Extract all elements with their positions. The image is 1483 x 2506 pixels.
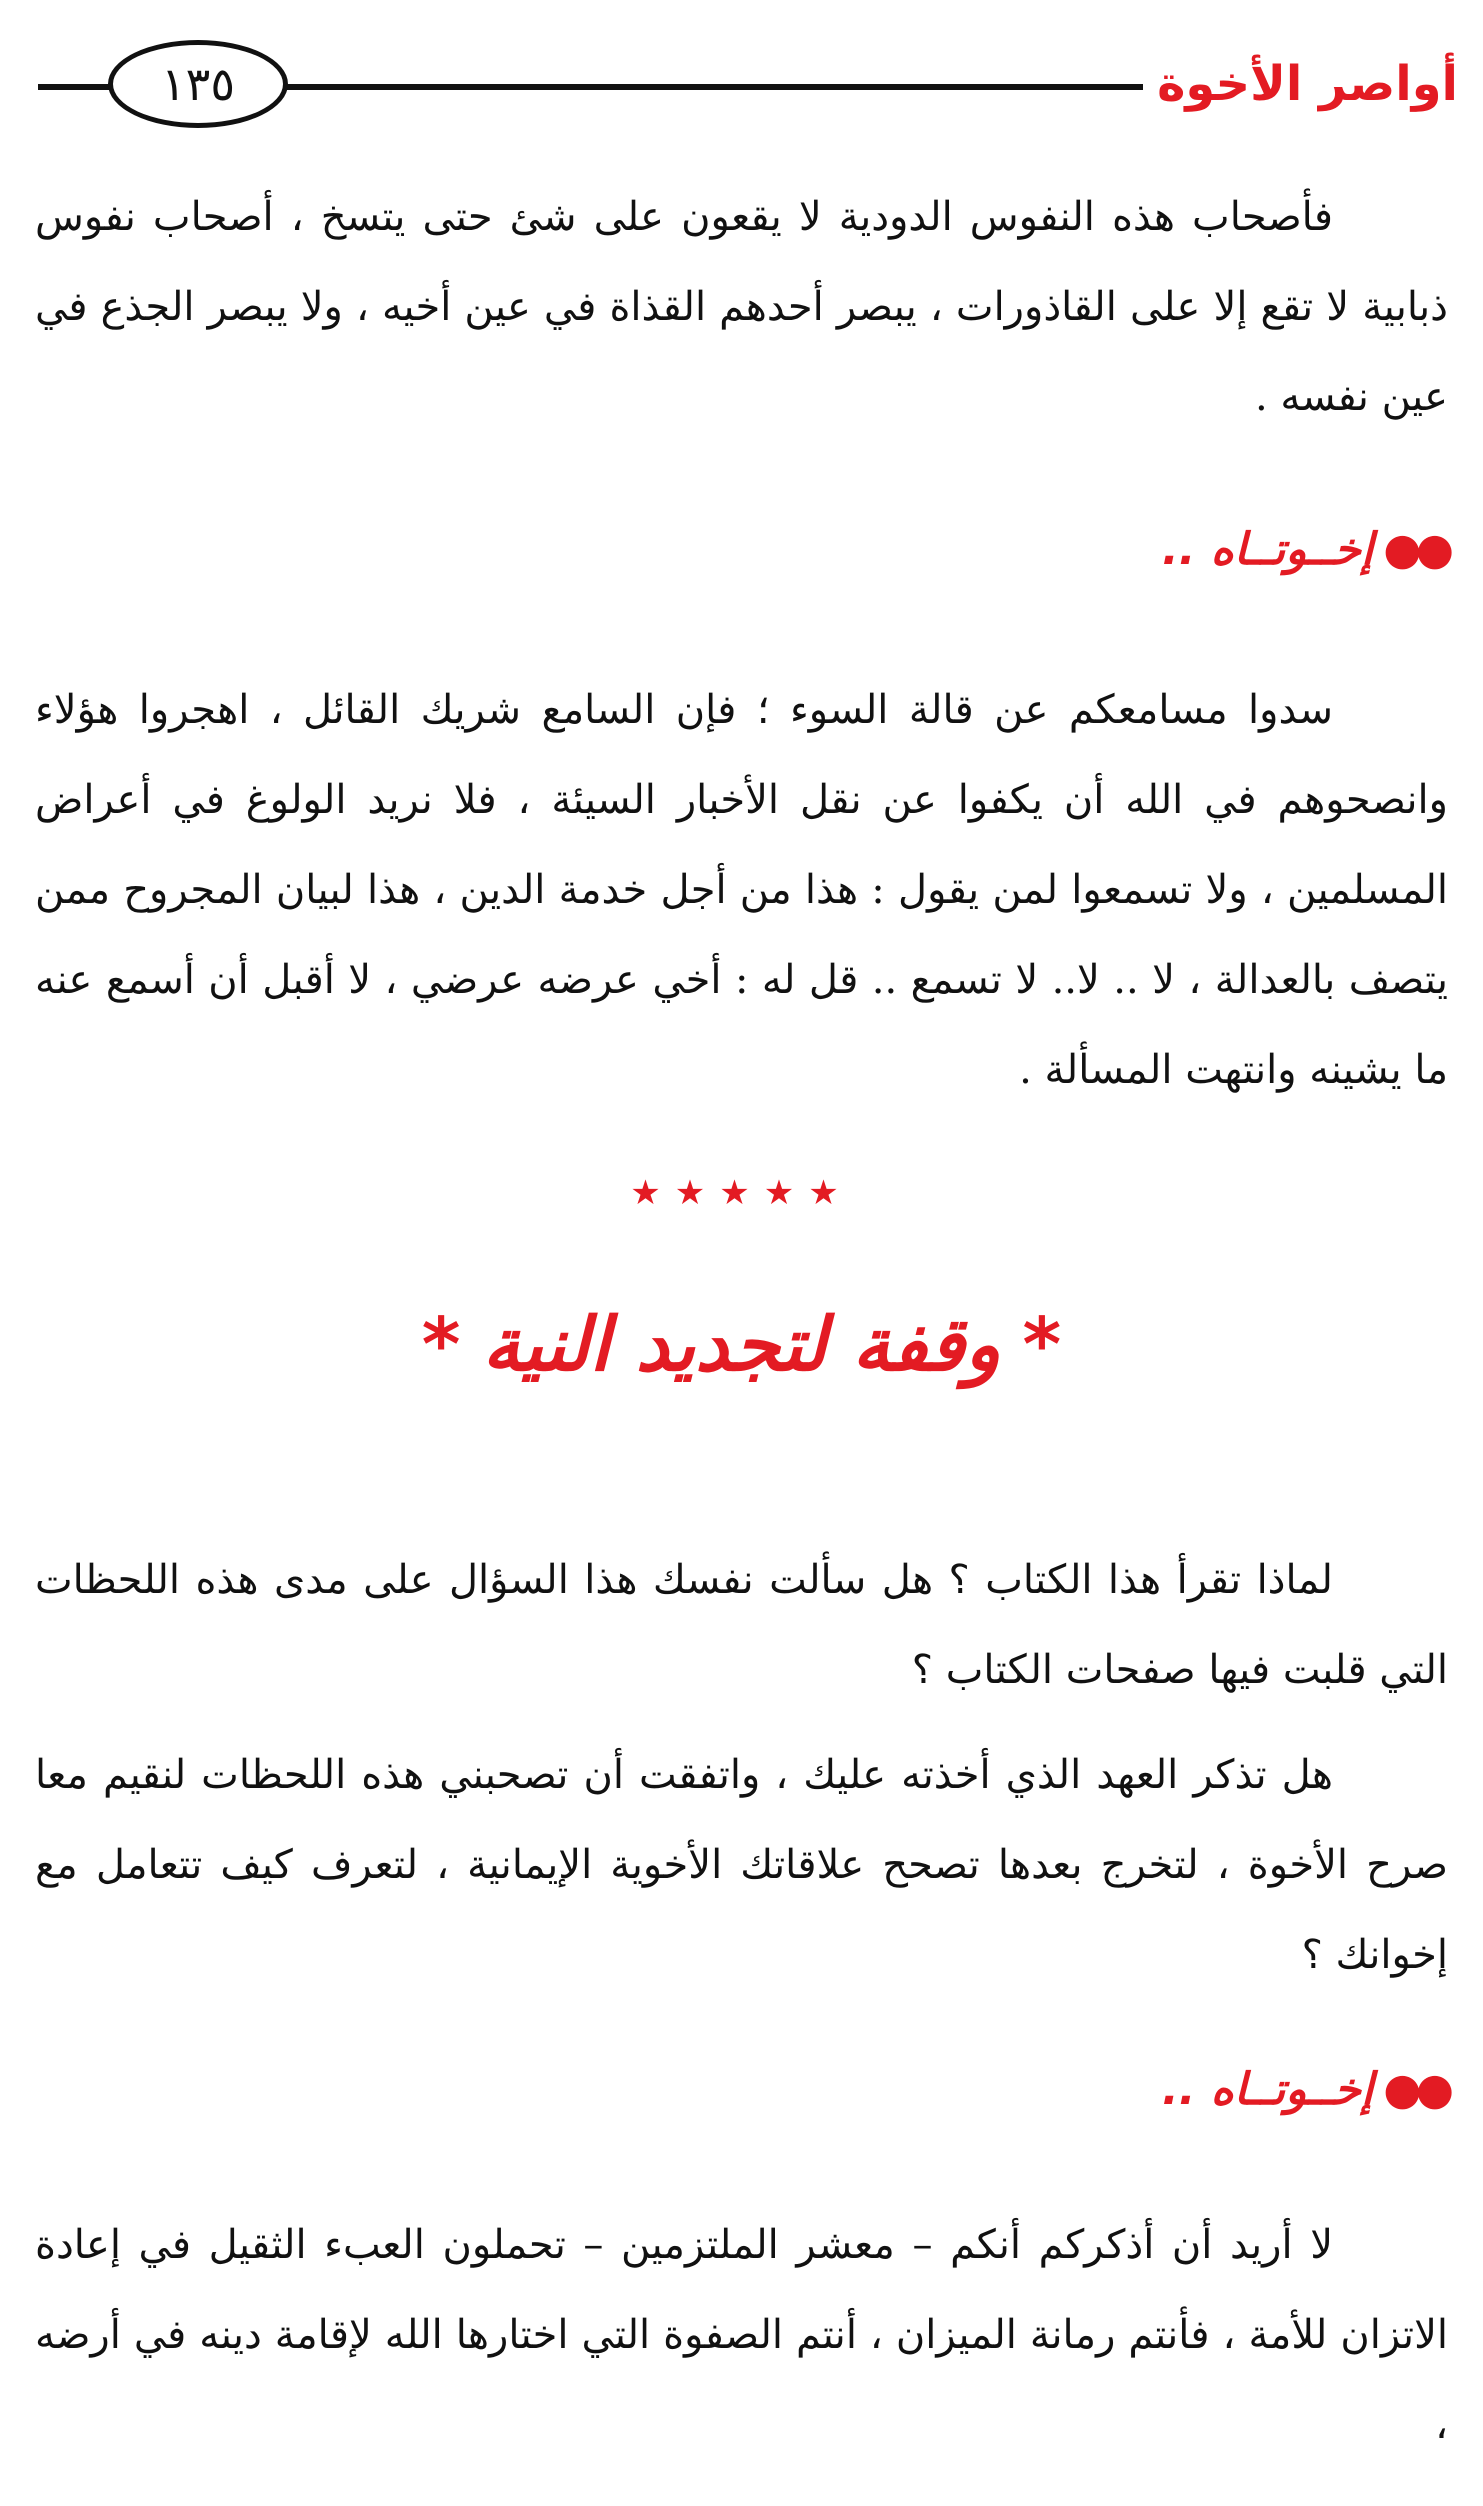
paragraph-1-text: فأصحاب هذه النفوس الدودية لا يقعون على شئ حتى يتسخ ، أصحاب نفوس ذبابية لا تقع إلا على القاذورات ، يبصر أحدهم القذاة في عين أخيه ، ولا يبصر الجذع في عين نفسه . — [35, 194, 1448, 420]
subhead-1-text: إخــوتــاه .. — [1162, 524, 1374, 575]
paragraph-4-text: هل تذكر العهد الذي أخذته عليك ، واتفقت أن تصحبني هذه اللحظات لنقيم معا صرح الأخوة ، لتخرج بعدها تصحح علاقاتك الأخوية الإيمانية ، لتعرف كيف تتعامل مع إخوانك ؟ — [35, 1752, 1448, 1978]
page-number: ١٣٥ — [108, 40, 288, 128]
asterisk-icon-left: * — [421, 1302, 461, 1388]
subhead-2-text: إخــوتــاه .. — [1162, 2064, 1374, 2115]
subhead-2 — [1162, 2050, 1448, 2130]
subhead-1 — [1162, 510, 1448, 590]
bullet-dots-icon: ●● — [1383, 2064, 1448, 2115]
paragraph-5-text: لا أريد أن أذكركم أنكم – معشر الملتزمين – تحملون العبء الثقيل في إعادة الاتزان للأمة ، فأنتم رمانة الميزان ، أنتم الصفوة التي اختارها الله لإقامة دينه في أرضه ، — [35, 2222, 1448, 2448]
paragraph-2-text: سدوا مسامعكم عن قالة السوء ؛ فإن السامع شريك القائل ، اهجروا هؤلاء وانصحوهم في الله أن يكفوا عن نقل الأخبار السيئة ، فلا نريد الولوغ في أعراض المسلمين ، ولا تسمعوا لمن يقول : هذا من أجل خدمة الدين ، هذا لبيان المجروح ممن يتصف بالعدالة ، لا .. لا.. لا تسمع .. قل له : أخي عرضه عرضي ، لا أقبل أن أسمع عنه ما يشينه وانتهت المسألة . — [35, 687, 1448, 1093]
paragraph-4 — [35, 1730, 1448, 2000]
paragraph-5 — [35, 2200, 1448, 2470]
page-header — [38, 40, 1458, 130]
section-title-text: وقفة لتجديد النية — [482, 1302, 1001, 1388]
paragraph-1 — [35, 172, 1448, 442]
running-title: أواصر الأخوة — [1143, 44, 1458, 124]
bullet-dots-icon: ●● — [1383, 524, 1448, 575]
paragraph-2 — [35, 665, 1448, 1115]
paragraph-3 — [35, 1535, 1448, 1715]
paragraph-3-text: لماذا تقرأ هذا الكتاب ؟ هل سألت نفسك هذا السؤال على مدى هذه اللحظات التي قلبت فيها صفحات الكتاب ؟ — [35, 1557, 1448, 1693]
star-separator: ★★★★★ — [630, 1173, 853, 1213]
section-title — [0, 1290, 1483, 1400]
asterisk-icon-right: * — [1022, 1302, 1062, 1388]
